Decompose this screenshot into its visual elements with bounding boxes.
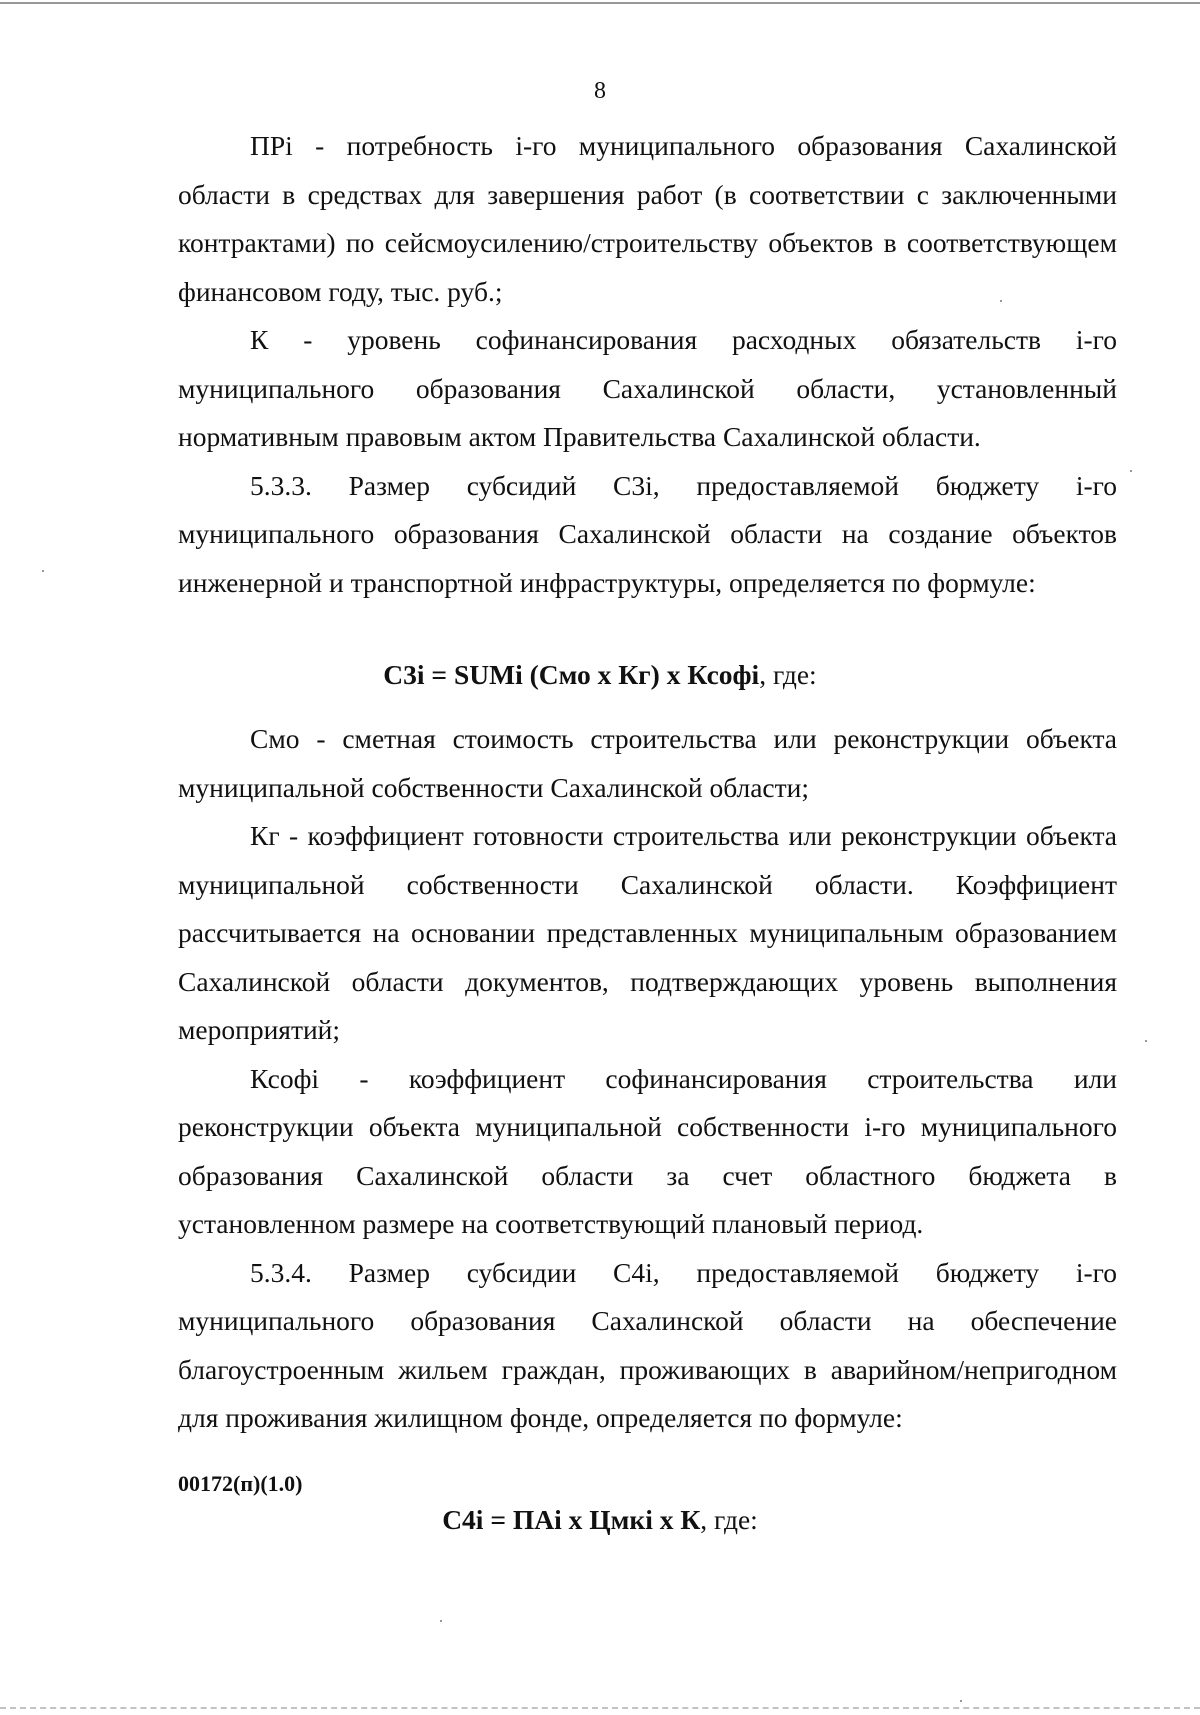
paragraph-ksofi-definition: Ксофi - коэффициент софинансирования строительства или реконструкции объекта муниципальной собственности i-го муниципального образования Сахалинской области за счет областного бюджета в установленном размере на соответствующий плановый период. xyxy=(178,1062,1117,1239)
scan-edge-top xyxy=(0,2,1200,4)
text-section-b xyxy=(178,715,1117,1443)
scan-speck xyxy=(1130,470,1132,472)
paragraph-k-definition: К - уровень софинансирования расходных обязательств i-го муниципального образования Сахалинской области, установленный нормативным правовым актом Правительства Сахалинской области. xyxy=(178,324,1117,452)
paragraph-5-3-3: 5.3.3. Размер субсидий С3i, предоставляемой бюджету i-го муниципального образования Сахалинской области на создание объектов инженерной и транспортной инфраструктуры, определяется по формуле: xyxy=(178,469,1117,598)
paragraph-5-3-4: 5.3.4. Размер субсидии С4i, предоставляемой бюджету i-го муниципального образования Сахалинской области на обеспечение благоустроенным жильем граждан, проживающих в аварийном/непригодном для проживания жилищном фонде, определяется по формуле: xyxy=(178,1256,1117,1433)
scan-speck xyxy=(440,1620,442,1622)
formula-c4i xyxy=(0,1500,1200,1540)
scan-edge-bottom xyxy=(0,1707,1200,1710)
document-footer-code: 00172(п)(1.0) xyxy=(178,1471,303,1496)
paragraph-pri-definition: ПPi - потребность i-го муниципального образования Сахалинской области в средствах для завершения работ (в соответствии с заключенными контрактами) по сейсмоусилению/строительству объектов в соответствующем финансовом году, тыс. руб.; xyxy=(178,130,1117,307)
formula-c4i-suffix: , где: xyxy=(700,1504,758,1535)
paragraph-smo-definition: Смо - сметная стоимость строительства или реконструкции объекта муниципальной собственности Сахалинской области; xyxy=(178,723,1117,803)
scan-speck xyxy=(960,1700,962,1702)
formula-c3i xyxy=(0,655,1200,695)
page-number: 8 xyxy=(594,78,606,104)
scan-speck xyxy=(42,570,44,572)
scan-speck xyxy=(1145,1040,1147,1042)
paragraph-kg-definition: Кг - коэффициент готовности строительства или реконструкции объекта муниципальной собственности Сахалинской области. Коэффициент рассчитывается на основании представленных муниципальным образованием Сахалинской области документов, подтверждающих уровень выполнения мероприятий; xyxy=(178,820,1117,1045)
formula-c3i-expression: С3i = SUMi (Смо х Кг) х Ксофi xyxy=(383,659,760,690)
scan-speck xyxy=(1000,300,1002,302)
formula-c4i-expression: С4i = ПАi х Цмкi х К xyxy=(442,1504,701,1535)
text-section-a xyxy=(178,122,1117,607)
formula-c3i-suffix: , где: xyxy=(759,659,817,690)
